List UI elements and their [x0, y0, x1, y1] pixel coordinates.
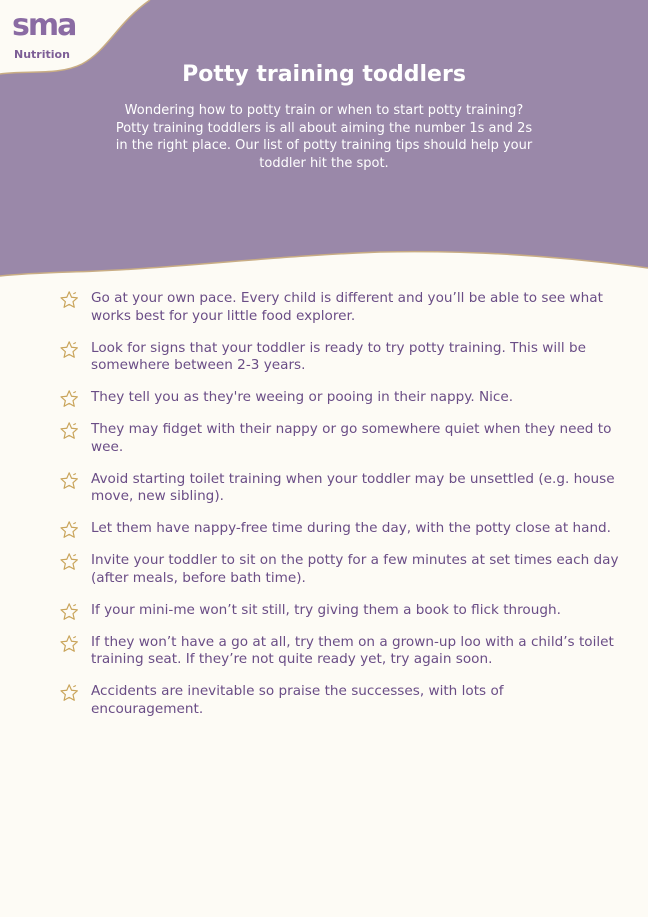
list-item	[60, 602, 620, 620]
star-icon	[60, 340, 82, 360]
page-title: Potty training toddlers	[182, 62, 466, 87]
tip-text: They may fidget with their nappy or go somewhere quiet when they need to wee.	[91, 421, 612, 455]
tip-text: They tell you as they're weeing or pooing in their nappy. Nice.	[91, 389, 514, 405]
tips-list	[60, 290, 620, 733]
list-item	[60, 290, 620, 325]
tip-text: Invite your toddler to sit on the potty for a few minutes at set times each day (after meals, before bath time).	[91, 552, 619, 586]
star-icon	[60, 421, 82, 441]
tip-text: Look for signs that your toddler is ready to try potty training. This will be somewhere between 2-3 years.	[91, 339, 586, 373]
list-item	[60, 683, 620, 718]
star-icon	[60, 634, 82, 654]
list-item	[60, 520, 620, 538]
list-item	[60, 421, 620, 456]
list-item	[60, 552, 620, 587]
star-icon	[60, 602, 82, 622]
star-icon	[60, 683, 82, 703]
tip-text: Let them have nappy-free time during the day, with the potty close at hand.	[91, 520, 612, 536]
list-item	[60, 471, 620, 506]
tip-text: If they won’t have a go at all, try them on a grown-up loo with a child’s toilet training seat. If they’re not quite ready yet, try again soon.	[91, 633, 614, 667]
tip-text: If your mini-me won’t sit still, try giving them a book to flick through.	[91, 601, 561, 618]
logo-subtitle: Nutrition	[14, 48, 70, 61]
tip-text: Go at your own pace. Every child is different and you’ll be able to see what works best for your little food explorer.	[91, 290, 603, 324]
list-item	[60, 389, 620, 407]
logo-mark: sma	[12, 8, 76, 43]
star-icon	[60, 520, 82, 540]
intro-text: Wondering how to potty train or when to start potty training? Potty training toddlers is all about aiming the number 1s and 2s in the right place. Our list of potty training tips should help your toddler hit the spot.	[115, 103, 533, 171]
list-item	[60, 634, 620, 669]
star-icon	[60, 290, 82, 310]
list-item	[60, 340, 620, 375]
star-icon	[60, 552, 82, 572]
star-icon	[60, 389, 82, 409]
sma-logo[interactable]	[10, 8, 82, 68]
tip-text: Avoid starting toilet training when your toddler may be unsettled (e.g. house move, new sibling).	[91, 470, 615, 504]
star-icon	[60, 471, 82, 491]
tip-text: Accidents are inevitable so praise the successes, with lots of encouragement.	[91, 683, 504, 717]
